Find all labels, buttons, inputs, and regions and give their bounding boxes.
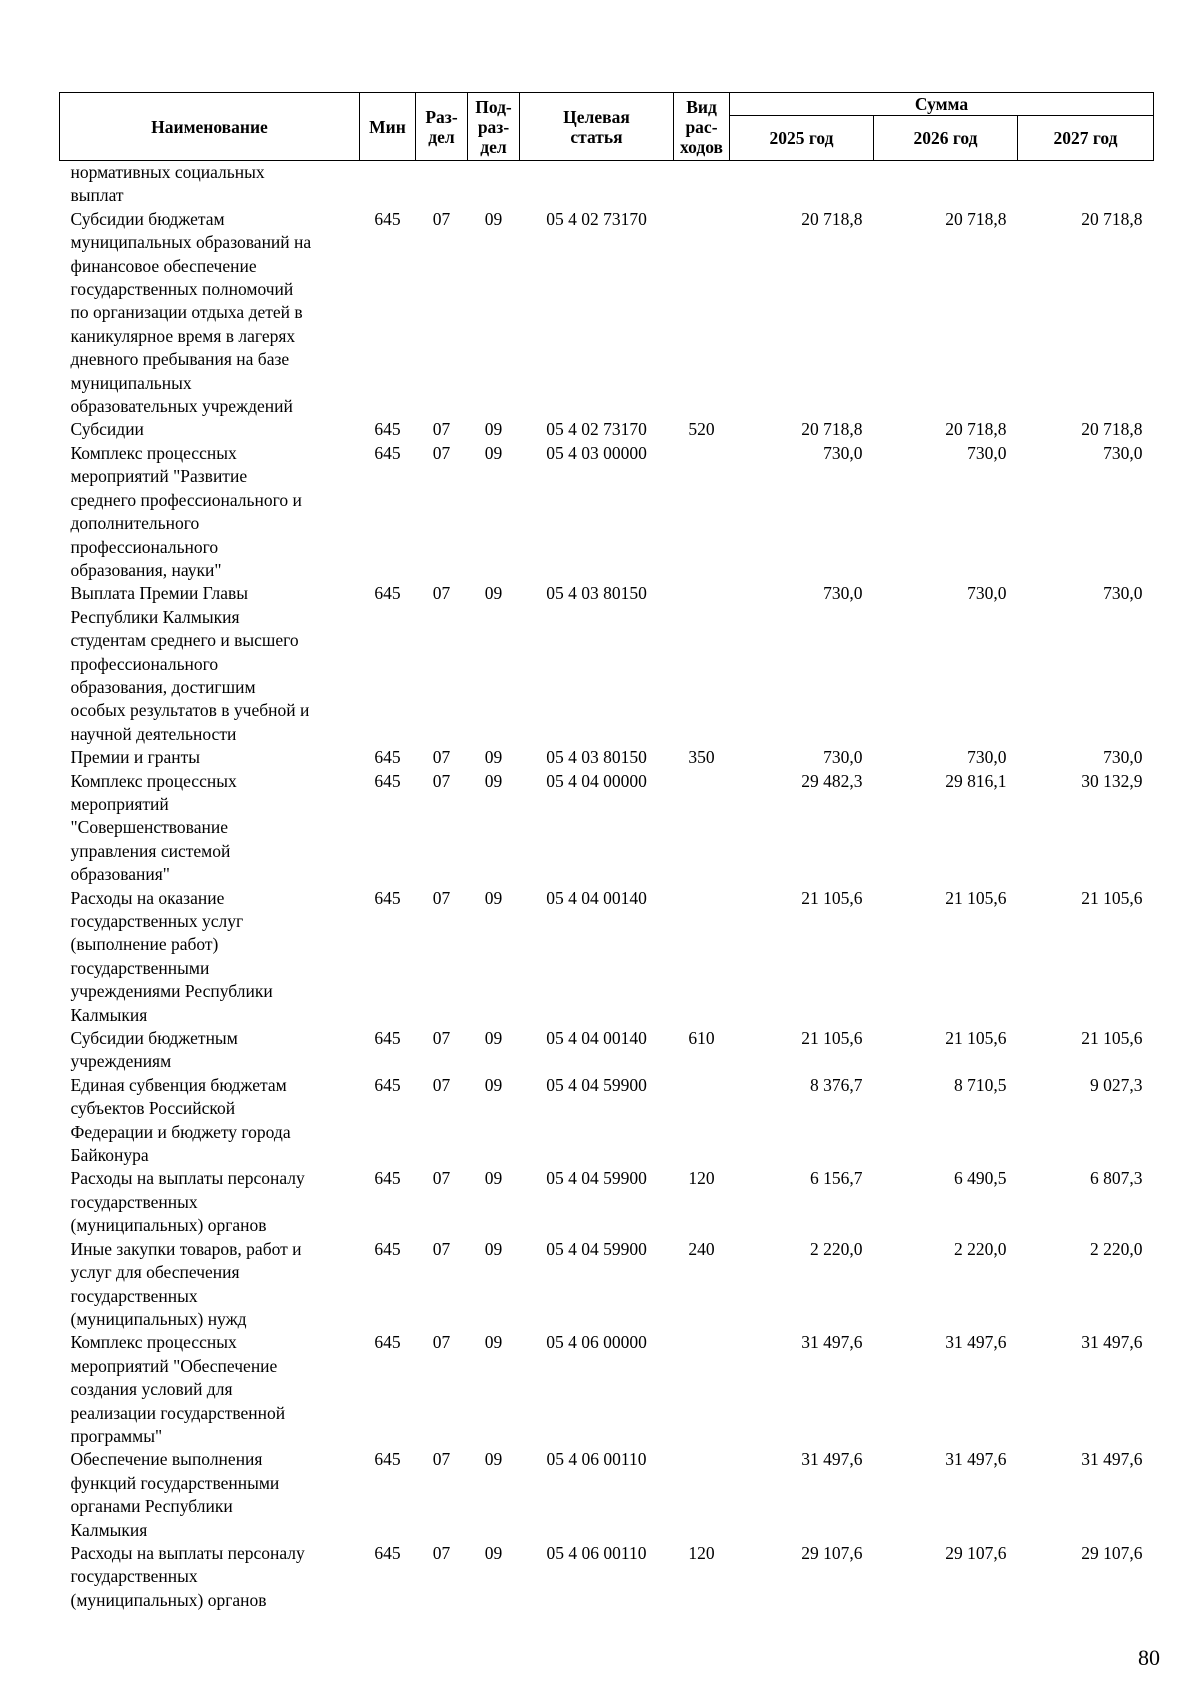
cell-celevaya	[520, 161, 674, 208]
cell-name: Субсидии бюджетным учреждениям	[70, 1028, 238, 1072]
cell-2026: 29 816,1	[945, 770, 1007, 791]
cell-podrazdel: 09	[484, 770, 503, 791]
cell-name: Расходы на выплаты персоналу государственных (муниципальных) органов	[70, 1542, 305, 1610]
cell-podrazdel: 09	[484, 208, 503, 229]
cell-2026: 29 107,6	[945, 1542, 1007, 1563]
cell-razdel: 07	[432, 887, 451, 908]
cell-min	[360, 161, 416, 208]
table-row	[60, 582, 1154, 746]
cell-celevaya: 05 4 06 00000	[546, 1332, 647, 1353]
table-row	[60, 442, 1154, 582]
cell-vid: 120	[688, 1168, 715, 1189]
cell-2027: 30 132,9	[1081, 770, 1143, 791]
page-number: 80	[1138, 1645, 1160, 1670]
cell-name: Комплекс процессных мероприятий "Развитие среднего профессионального и дополнительного профессионального образования, науки"	[70, 442, 302, 580]
header-year-2025: 2025 год	[730, 116, 874, 161]
cell-min: 645	[374, 1238, 401, 1259]
cell-razdel: 07	[432, 1449, 451, 1470]
cell-2027: 2 220,0	[1090, 1238, 1143, 1259]
cell-celevaya: 05 4 03 80150	[546, 747, 647, 768]
cell-podrazdel: 09	[484, 442, 503, 463]
cell-razdel: 07	[432, 747, 451, 768]
cell-celevaya: 05 4 04 00140	[546, 887, 647, 908]
cell-2025: 20 718,8	[801, 208, 863, 229]
cell-celevaya: 05 4 04 59900	[546, 1238, 647, 1259]
cell-2027: 6 807,3	[1090, 1168, 1143, 1189]
cell-2027: 31 497,6	[1081, 1449, 1143, 1470]
cell-podrazdel: 09	[484, 1028, 503, 1049]
cell-vid	[674, 887, 730, 1027]
cell-2025: 2 220,0	[810, 1238, 863, 1259]
cell-razdel: 07	[432, 770, 451, 791]
header-year-2027: 2027 год	[1018, 116, 1154, 161]
cell-2025: 29 482,3	[801, 770, 863, 791]
cell-2026: 8 710,5	[954, 1074, 1007, 1095]
cell-name: Расходы на оказание государственных услуг (выполнение работ) государственными учреждениями Республики Калмыкия	[70, 887, 273, 1025]
table-row	[60, 161, 1154, 208]
cell-podrazdel: 09	[484, 1074, 503, 1095]
table-row	[60, 1331, 1154, 1448]
cell-2027: 20 718,8	[1081, 208, 1143, 229]
cell-celevaya: 05 4 03 00000	[546, 442, 647, 463]
cell-celevaya: 05 4 04 00000	[546, 770, 647, 791]
header-razdel: Раз- дел	[416, 93, 468, 161]
cell-razdel: 07	[432, 1332, 451, 1353]
cell-name: Премии и гранты	[70, 747, 201, 768]
cell-vid	[674, 161, 730, 208]
cell-2025: 730,0	[823, 583, 863, 604]
cell-vid	[674, 770, 730, 887]
cell-min: 645	[374, 208, 401, 229]
cell-2026: 21 105,6	[945, 1028, 1007, 1049]
cell-2027: 31 497,6	[1081, 1332, 1143, 1353]
cell-2027: 9 027,3	[1090, 1074, 1143, 1095]
cell-vid: 120	[688, 1542, 715, 1563]
header-podrazdel: Под- раз- дел	[468, 93, 520, 161]
table-row	[60, 887, 1154, 1027]
cell-2026: 20 718,8	[945, 208, 1007, 229]
cell-razdel: 07	[432, 1542, 451, 1563]
cell-2025: 20 718,8	[801, 419, 863, 440]
cell-celevaya: 05 4 03 80150	[546, 583, 647, 604]
cell-2025: 730,0	[823, 747, 863, 768]
cell-razdel: 07	[432, 1238, 451, 1259]
cell-2025: 6 156,7	[810, 1168, 863, 1189]
cell-2027: 730,0	[1103, 747, 1143, 768]
cell-2026: 730,0	[967, 747, 1007, 768]
cell-podrazdel: 09	[484, 1238, 503, 1259]
cell-2027: 730,0	[1103, 583, 1143, 604]
cell-name: Субсидии бюджетам муниципальных образований на финансовое обеспечение государственных полномочий по организации отдыха детей в каникулярное время в лагерях дневного пребывания на базе муниципальных образовательных учреждений	[70, 208, 312, 417]
cell-2025: 21 105,6	[801, 887, 863, 908]
cell-2026: 31 497,6	[945, 1449, 1007, 1470]
cell-vid	[674, 1448, 730, 1542]
cell-vid	[674, 1074, 730, 1168]
cell-min: 645	[374, 1074, 401, 1095]
cell-2025: 730,0	[823, 442, 863, 463]
cell-name: Выплата Премии Главы Республики Калмыкия студентам среднего и высшего профессионального образования, достигшим особых результатов в учебной и научной деятельности	[70, 583, 310, 744]
table-body	[60, 161, 1154, 1613]
cell-min: 645	[374, 1542, 401, 1563]
cell-2026	[874, 161, 1018, 208]
cell-2026: 21 105,6	[945, 887, 1007, 908]
cell-name: Комплекс процессных мероприятий "Совершенствование управления системой образования"	[70, 770, 237, 885]
cell-2027: 29 107,6	[1081, 1542, 1143, 1563]
cell-2025: 31 497,6	[801, 1449, 863, 1470]
cell-min: 645	[374, 1332, 401, 1353]
cell-2026: 730,0	[967, 583, 1007, 604]
cell-2027	[1018, 161, 1154, 208]
cell-min: 645	[374, 419, 401, 440]
cell-vid	[674, 582, 730, 746]
cell-celevaya: 05 4 06 00110	[546, 1542, 647, 1563]
table-row	[60, 418, 1154, 441]
cell-2026: 20 718,8	[945, 419, 1007, 440]
cell-name: Расходы на выплаты персоналу государственных (муниципальных) органов	[70, 1168, 305, 1236]
table-row	[60, 1448, 1154, 1542]
cell-min: 645	[374, 1028, 401, 1049]
cell-2026: 730,0	[967, 442, 1007, 463]
cell-celevaya: 05 4 02 73170	[546, 208, 647, 229]
cell-2025	[730, 161, 874, 208]
cell-2027: 21 105,6	[1081, 887, 1143, 908]
cell-celevaya: 05 4 06 00110	[546, 1449, 647, 1470]
table-row	[60, 208, 1154, 419]
header-name: Наименование	[60, 93, 360, 161]
cell-2025: 8 376,7	[810, 1074, 863, 1095]
cell-vid	[674, 1331, 730, 1448]
cell-vid: 350	[688, 747, 715, 768]
cell-2025: 29 107,6	[801, 1542, 863, 1563]
cell-min: 645	[374, 1168, 401, 1189]
cell-2025: 31 497,6	[801, 1332, 863, 1353]
cell-2026: 31 497,6	[945, 1332, 1007, 1353]
cell-2027: 20 718,8	[1081, 419, 1143, 440]
header-year-2026: 2026 год	[874, 116, 1018, 161]
budget-table	[59, 92, 1154, 1612]
cell-podrazdel: 09	[484, 1542, 503, 1563]
cell-podrazdel: 09	[484, 1449, 503, 1470]
cell-vid	[674, 208, 730, 419]
cell-min: 645	[374, 442, 401, 463]
header-summa: Сумма	[730, 93, 1154, 116]
table-row	[60, 1238, 1154, 1332]
cell-name: Единая субвенция бюджетам субъектов Российской Федерации и бюджету города Байконура	[70, 1074, 291, 1166]
cell-vid: 610	[688, 1028, 715, 1049]
table-row	[60, 746, 1154, 769]
cell-min: 645	[374, 1449, 401, 1470]
table-header	[60, 93, 1154, 161]
cell-razdel	[416, 161, 468, 208]
cell-vid: 240	[688, 1238, 715, 1259]
cell-vid: 520	[688, 419, 715, 440]
cell-min: 645	[374, 770, 401, 791]
cell-celevaya: 05 4 04 00140	[546, 1028, 647, 1049]
cell-2027: 730,0	[1103, 442, 1143, 463]
cell-2025: 21 105,6	[801, 1028, 863, 1049]
cell-razdel: 07	[432, 1028, 451, 1049]
cell-podrazdel: 09	[484, 1168, 503, 1189]
cell-name: Обеспечение выполнения функций государственными органами Республики Калмыкия	[70, 1449, 280, 1540]
cell-razdel: 07	[432, 419, 451, 440]
header-min: Мин	[360, 93, 416, 161]
cell-name: нормативных социальных выплат	[70, 162, 265, 206]
cell-name: Иные закупки товаров, работ и услуг для обеспечения государственных (муниципальных) нужд	[70, 1238, 302, 1329]
cell-min: 645	[374, 887, 401, 908]
cell-name: Комплекс процессных мероприятий "Обеспечение создания условий для реализации государственной программы"	[70, 1332, 286, 1446]
table-row	[60, 1542, 1154, 1612]
cell-podrazdel: 09	[484, 419, 503, 440]
cell-podrazdel: 09	[484, 887, 503, 908]
cell-razdel: 07	[432, 208, 451, 229]
cell-podrazdel	[468, 161, 520, 208]
cell-podrazdel: 09	[484, 583, 503, 604]
table-row	[60, 1074, 1154, 1168]
cell-celevaya: 05 4 04 59900	[546, 1074, 647, 1095]
table-row	[60, 1167, 1154, 1237]
cell-razdel: 07	[432, 1074, 451, 1095]
cell-min: 645	[374, 583, 401, 604]
cell-razdel: 07	[432, 583, 451, 604]
header-vid: Вид рас- ходов	[674, 93, 730, 161]
cell-celevaya: 05 4 02 73170	[546, 419, 647, 440]
cell-razdel: 07	[432, 442, 451, 463]
cell-2026: 2 220,0	[954, 1238, 1007, 1259]
table-row	[60, 770, 1154, 887]
table-row	[60, 1027, 1154, 1074]
cell-celevaya: 05 4 04 59900	[546, 1168, 647, 1189]
header-celevaya: Целевая статья	[520, 93, 674, 161]
cell-2027: 21 105,6	[1081, 1028, 1143, 1049]
cell-podrazdel: 09	[484, 1332, 503, 1353]
cell-vid	[674, 442, 730, 582]
cell-razdel: 07	[432, 1168, 451, 1189]
cell-podrazdel: 09	[484, 747, 503, 768]
cell-2026: 6 490,5	[954, 1168, 1007, 1189]
cell-min: 645	[374, 747, 401, 768]
cell-name: Субсидии	[70, 419, 144, 440]
